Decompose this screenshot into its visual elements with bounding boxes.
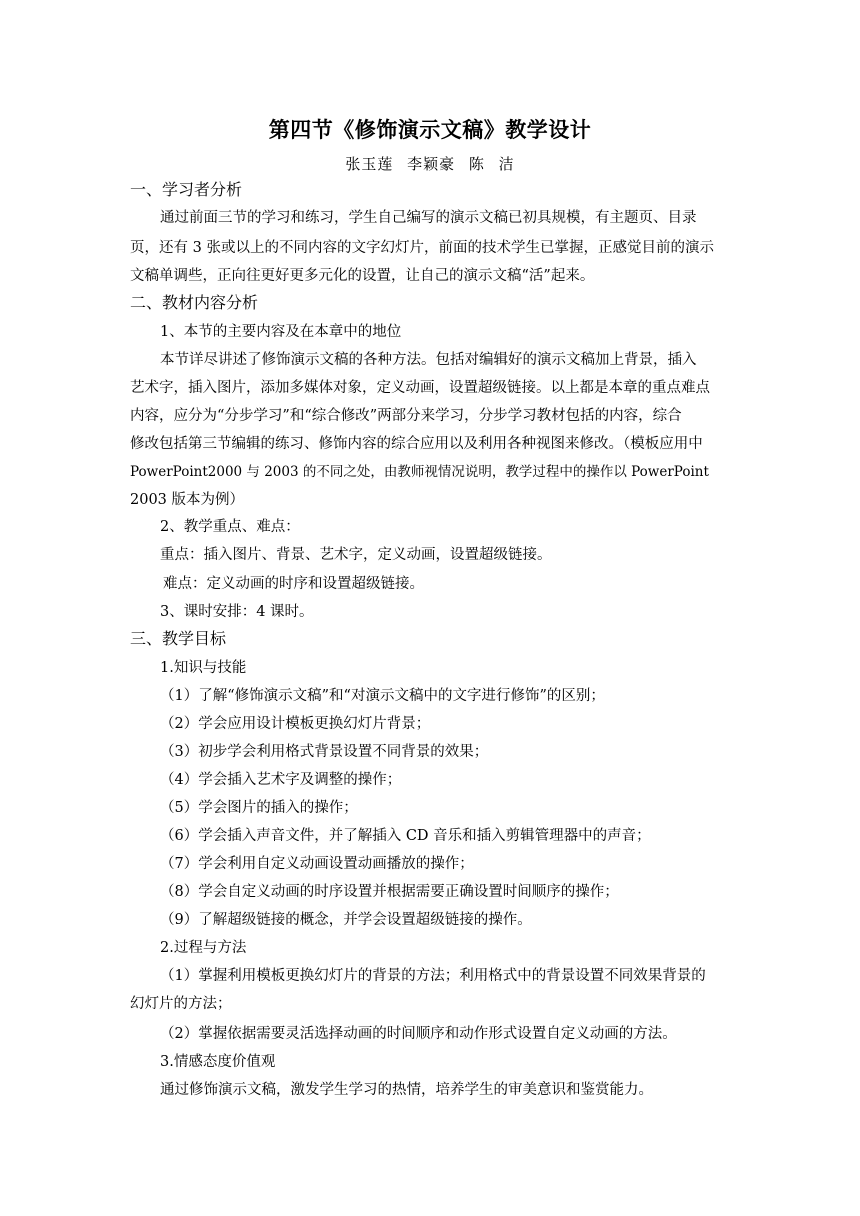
list-item: （7）学会利用自定义动画设置动画播放的操作；	[160, 856, 474, 872]
authors-line: 张玉莲 李颖豪 陈 洁	[345, 155, 515, 173]
list-item: （1）掌握利用模板更换幻灯片的背景的方法；利用格式中的背景设置不同效果背景的	[160, 968, 706, 984]
difficult-points: 难点：定义动画的时序和设置超级链接。	[163, 576, 424, 592]
list-item: （1）了解“修饰演示文稿”和“对演示文稿中的文字进行修饰”的区别；	[160, 688, 605, 704]
list-item: （5）学会图片的插入的操作；	[160, 800, 358, 816]
section-heading-teaching-goals: 三、教学目标	[130, 629, 227, 648]
subheading: 1、本节的主要内容及在本章中的地位	[160, 324, 402, 340]
section-heading-learner-analysis: 一、学习者分析	[130, 180, 243, 199]
list-item: （2）学会应用设计模板更换幻灯片背景；	[160, 716, 431, 732]
subheading: 3、课时安排：4 课时。	[160, 604, 314, 620]
list-item: （2）掌握依据需要灵活选择动画的时间顺序和动作形式设置自定义动画的方法。	[160, 1026, 677, 1042]
paragraph-line: 通过前面三节的学习和练习，学生自己编写的演示文稿已初具规模，有主题页、目录	[160, 210, 697, 226]
document-title: 第四节《修饰演示文稿》教学设计	[268, 118, 592, 142]
list-item: （9）了解超级链接的概念，并学会设置超级链接的操作。	[160, 912, 532, 928]
paragraph-line: 通过修饰演示文稿，激发学生学习的热情，培养学生的审美意识和鉴赏能力。	[160, 1082, 653, 1098]
subheading: 1.知识与技能	[160, 660, 247, 676]
list-item-continuation: 幻灯片的方法；	[130, 996, 232, 1012]
paragraph-line: PowerPoint2000 与 2003 的不同之处，由教师视情况说明，教学过程中的操作以 PowerPoint	[130, 464, 709, 480]
paragraph-line: 本节详尽讲述了修饰演示文稿的各种方法。包括对编辑好的演示文稿加上背景，插入	[160, 352, 697, 368]
list-item: （3）初步学会利用格式背景设置不同背景的效果；	[160, 744, 489, 760]
subheading: 2、教学重点、难点：	[160, 519, 300, 535]
paragraph-line: 文稿单调些，正向往更好更多元化的设置，让自己的演示文稿“活”起来。	[130, 268, 595, 284]
subheading: 2.过程与方法	[160, 940, 247, 956]
paragraph-line: 2003 版本为例）	[130, 492, 245, 508]
paragraph-line: 页，还有 3 张或以上的不同内容的文字幻灯片，前面的技术学生已掌握，正感觉目前的演示	[130, 240, 714, 256]
list-item: （4）学会插入艺术字及调整的操作；	[160, 772, 402, 788]
list-item: （6）学会插入声音文件，并了解插入 CD 音乐和插入剪辑管理器中的声音；	[160, 828, 651, 844]
paragraph-line: 内容，应分为“分步学习”和“综合修改”两部分来学习，分步学习教材包括的内容，综合	[130, 408, 682, 424]
paragraph-line: 修改包括第三节编辑的练习、修饰内容的综合应用以及利用各种视图来修改。（模板应用中	[130, 436, 703, 452]
key-points: 重点：插入图片、背景、艺术字，定义动画，设置超级链接。	[160, 547, 552, 563]
list-item: （8）学会自定义动画的时序设置并根据需要正确设置时间顺序的操作；	[160, 884, 619, 900]
section-heading-content-analysis: 二、教材内容分析	[130, 293, 259, 312]
paragraph-line: 艺术字，插入图片，添加多媒体对象，定义动画，设置超级链接。以上都是本章的重点难点	[130, 380, 710, 396]
subheading: 3.情感态度价值观	[160, 1054, 276, 1070]
